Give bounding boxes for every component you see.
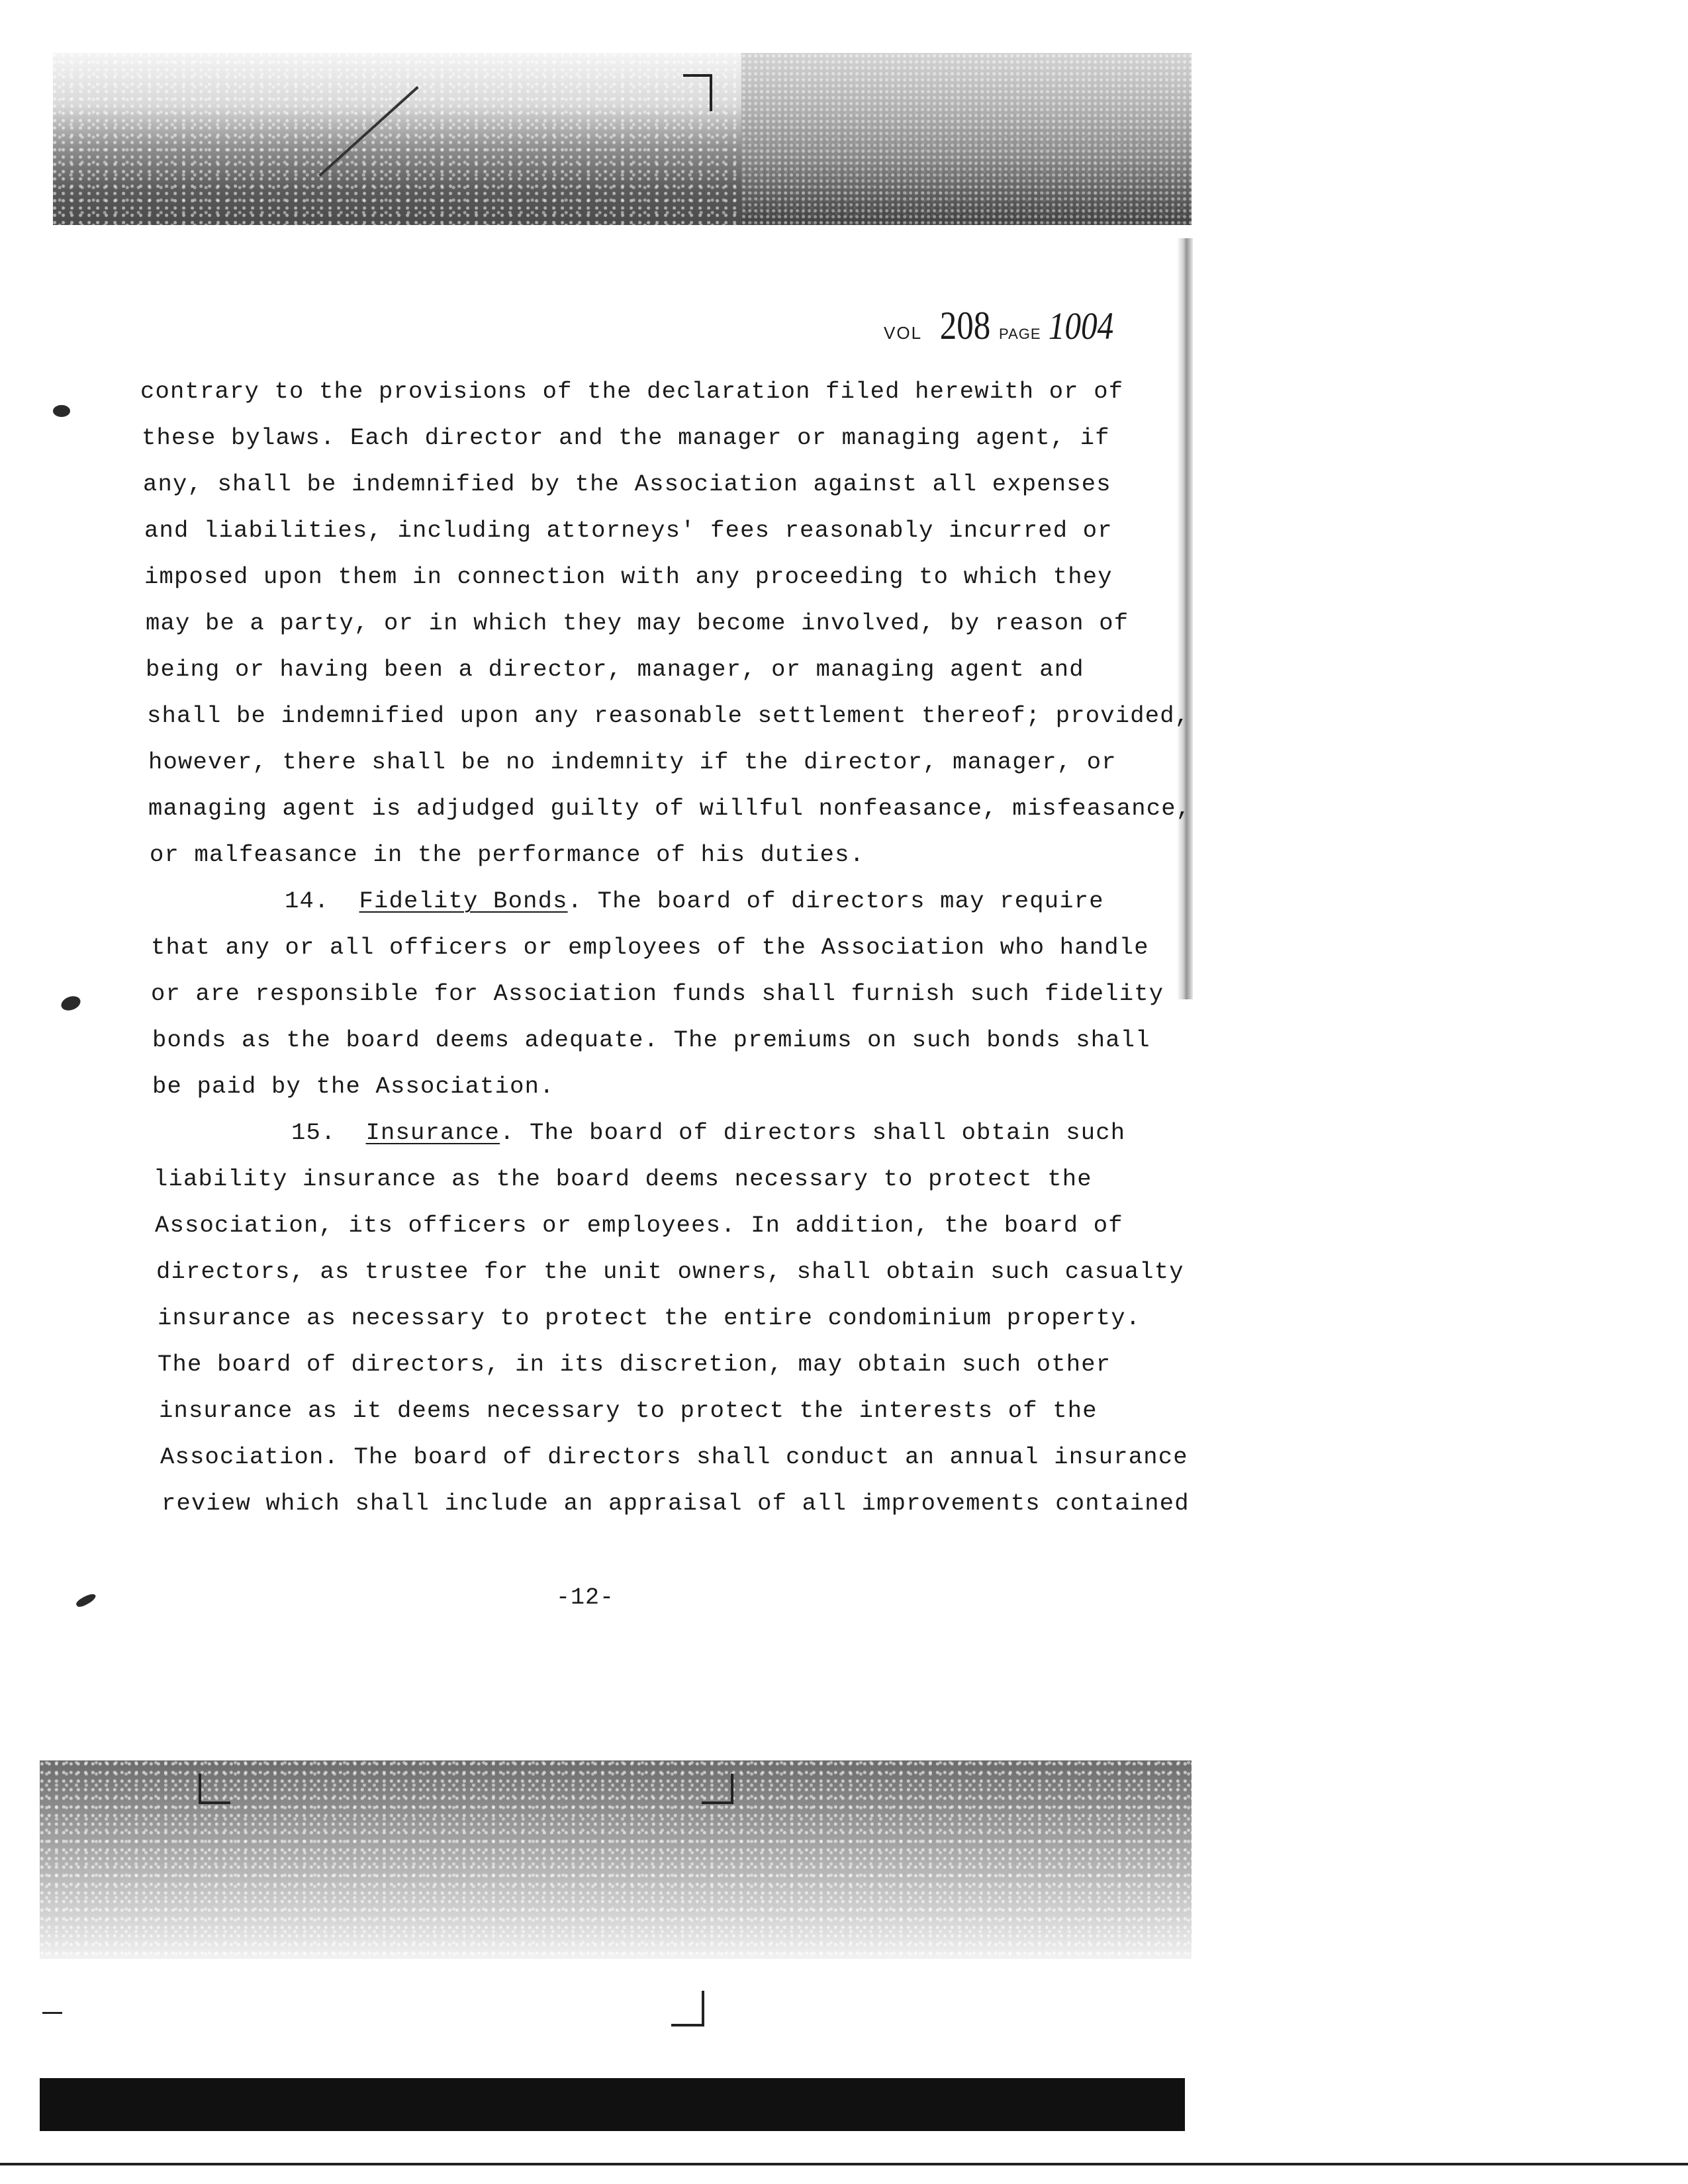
scan-black-band [40,2078,1185,2131]
section-15-number: 15. [291,1119,336,1146]
section-15-heading: Insurance [365,1119,500,1146]
crop-mark-bottom-left-vertical [199,1774,201,1804]
section-14-number: 14. [285,887,330,915]
section-15-first-line-text: . The board of directors shall obtain such [500,1119,1126,1146]
page-edge-shadow [1177,238,1193,999]
text-line: The board of directors, in its discretion, may obtain such other [158,1351,1111,1378]
text-line: shall be indemnified upon any reasonable settlement thereof; provided, [147,702,1190,729]
text-line: or are responsible for Association funds shall furnish such fidelity [151,980,1164,1007]
text-line: or malfeasance in the performance of his duties. [150,841,865,868]
text-line: being or having been a director, manager, or managing agent and [146,656,1084,683]
crop-mark-top [683,74,712,77]
text-line: any, shall be indemnified by the Association against all expenses [143,471,1111,498]
text-line: review which shall include an appraisal of all improvements contained [162,1490,1190,1517]
text-line: may be a party, or in which they may become involved, by reason of [146,610,1129,637]
scan-dash-mark [42,2012,62,2014]
text-line: liability insurance as the board deems necessary to protect the [154,1165,1092,1193]
section-14-first-line [285,887,1104,916]
text-line: directors, as trustee for the unit owners, shall obtain such casualty [156,1258,1184,1285]
crop-mark-top-vertical [710,74,712,111]
ink-blot [75,1592,97,1609]
stamp-vol-label: VOL [884,323,923,343]
scan-noise-top-right [741,53,1192,225]
crop-mark-lower-vertical [702,1991,704,2026]
text-line: managing agent is adjudged guilty of willful nonfeasance, misfeasance, [148,795,1192,822]
section-15-first-line [291,1118,1125,1148]
crop-mark-bottom-right [702,1801,732,1804]
text-line: bonds as the board deems adequate. The premiums on such bonds shall [152,1026,1150,1054]
stamp-page-number: 1004 [1048,304,1113,347]
text-line: and liabilities, including attorneys' fees reasonably incurred or [144,517,1113,544]
text-line: imposed upon them in connection with any proceeding to which they [144,563,1113,590]
recording-stamp [884,303,1113,349]
stamp-page-label: PAGE [999,326,1041,342]
section-14-heading: Fidelity Bonds [359,887,568,915]
scan-noise-bottom [40,1760,1192,1959]
page-number: -12- [556,1584,615,1611]
text-line: however, there shall be no indemnity if the director, manager, or [148,749,1117,776]
text-line: insurance as necessary to protect the entire condominium property. [158,1304,1141,1332]
crop-mark-lower [671,2024,704,2026]
text-line: these bylaws. Each director and the manager or managing agent, if [142,424,1110,451]
text-line: Association. The board of directors shall conduct an annual insurance [160,1443,1188,1471]
crop-mark-bottom-left [199,1801,230,1804]
text-line: be paid by the Association. [152,1073,555,1100]
stamp-vol-number: 208 [939,304,991,347]
crop-mark-bottom-right-vertical [731,1774,733,1804]
ink-blot [59,993,82,1013]
section-14-first-line-text: . The board of directors may require [567,887,1104,915]
text-line: contrary to the provisions of the declaration filed herewith or of [140,378,1124,405]
text-line: Association, its officers or employees. In addition, the board of [155,1212,1123,1239]
text-line: that any or all officers or employees of the Association who handle [151,934,1149,961]
page-bottom-rule [0,2163,1688,2165]
text-line: insurance as it deems necessary to protect the interests of the [159,1397,1098,1424]
ink-blot [53,405,70,417]
